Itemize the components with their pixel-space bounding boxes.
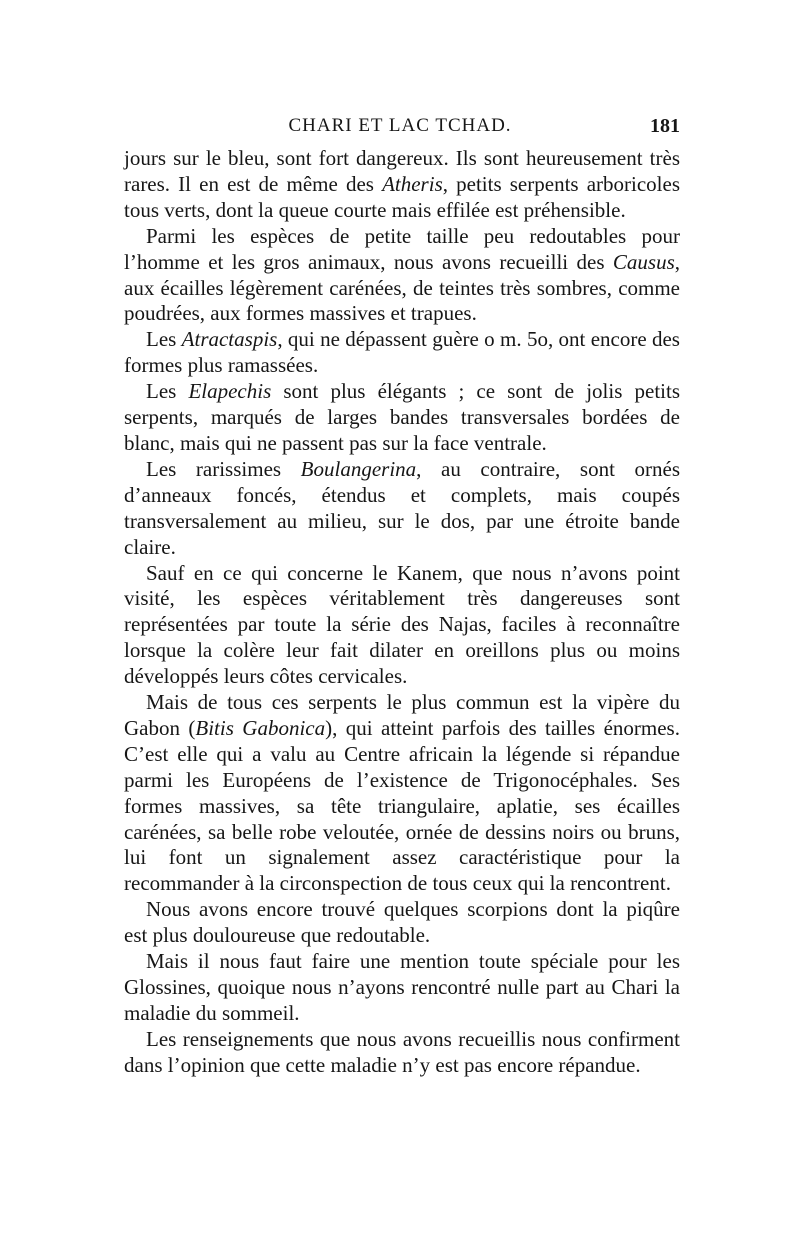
paragraph-1: jours sur le bleu, sont fort dangereux. Ils sont heureusement très rares. Il en est de même des Atheris, petits serpents arboricoles tous verts, dont la queue courte mais effilée est préhensible. [124, 146, 680, 222]
taxon-name: Causus [612, 249, 675, 274]
taxon-name: Atheris [382, 171, 443, 196]
taxon-name: Bitis Gabonica [195, 715, 326, 740]
running-head [0, 113, 800, 141]
paragraph-3: Les Atractaspis, qui ne dépassent guère o m. 5o, ont encore des formes plus ramassées. [124, 327, 680, 378]
taxon-name: Atractaspis [181, 327, 278, 352]
paragraph-9: Mais il nous faut faire une mention toute spéciale pour les Glossines, quoique nous n’ayons rencontré nulle part au Chari la maladie du sommeil. [124, 949, 680, 1025]
paragraph-5: Les rarissimes Boulangerina, au contraire, sont ornés d’anneaux foncés, étendus et complets, mais coupés transversalement au milieu, sur le dos, par une étroite bande claire. [124, 456, 680, 559]
taxon-name: Boulangerina [300, 456, 417, 481]
paragraph-6: Sauf en ce qui concerne le Kanem, que nous n’avons point visité, les espèces véritablement très dangereuses sont représentées par toute la série des Najas, faciles à reconnaître lorsque la colère leur fait dilater en oreillons plus ou moins développés leurs côtes cervicales. [124, 560, 680, 689]
paragraph-10: Les renseignements que nous avons recueillis nous confirment dans l’opinion que cette maladie n’y est pas encore répandue. [124, 1026, 680, 1077]
page-number: 181 [650, 115, 680, 137]
taxon-name: Elapechis [188, 379, 272, 404]
body-text [124, 146, 680, 1079]
paragraph-8: Nous avons encore trouvé quelques scorpions dont la piqûre est plus douloureuse que redoutable. [124, 897, 680, 948]
paragraph-7: Mais de tous ces serpents le plus commun est la vipère du Gabon (Bitis Gabonica), qui atteint parfois des tailles énormes. C’est elle qui a valu au Centre africain la légende si répandue parmi les Européens de l’existence de Trigonocéphales. Ses formes massives, sa tête triangulaire, aplatie, ses écailles carénées, sa belle robe veloutée, ornée de dessins noirs ou bruns, lui font un signalement assez caractéristique pour la recommander à la circonspection de tous ceux qui la rencontrent. [124, 690, 680, 896]
paragraph-4: Les Elapechis sont plus élégants ; ce sont de jolis petits serpents, marqués de larges bandes transversales bordées de blanc, mais qui ne passent pas sur la face ventrale. [124, 379, 680, 455]
running-head-title: CHARI ET LAC TCHAD. [288, 115, 512, 136]
paragraph-2: Parmi les espèces de petite taille peu redoutables pour l’homme et les gros animaux, nous avons recueilli des Causus, aux écailles légèrement carénées, de teintes très sombres, comme poudrées, aux formes massives et trapues. [124, 223, 680, 326]
